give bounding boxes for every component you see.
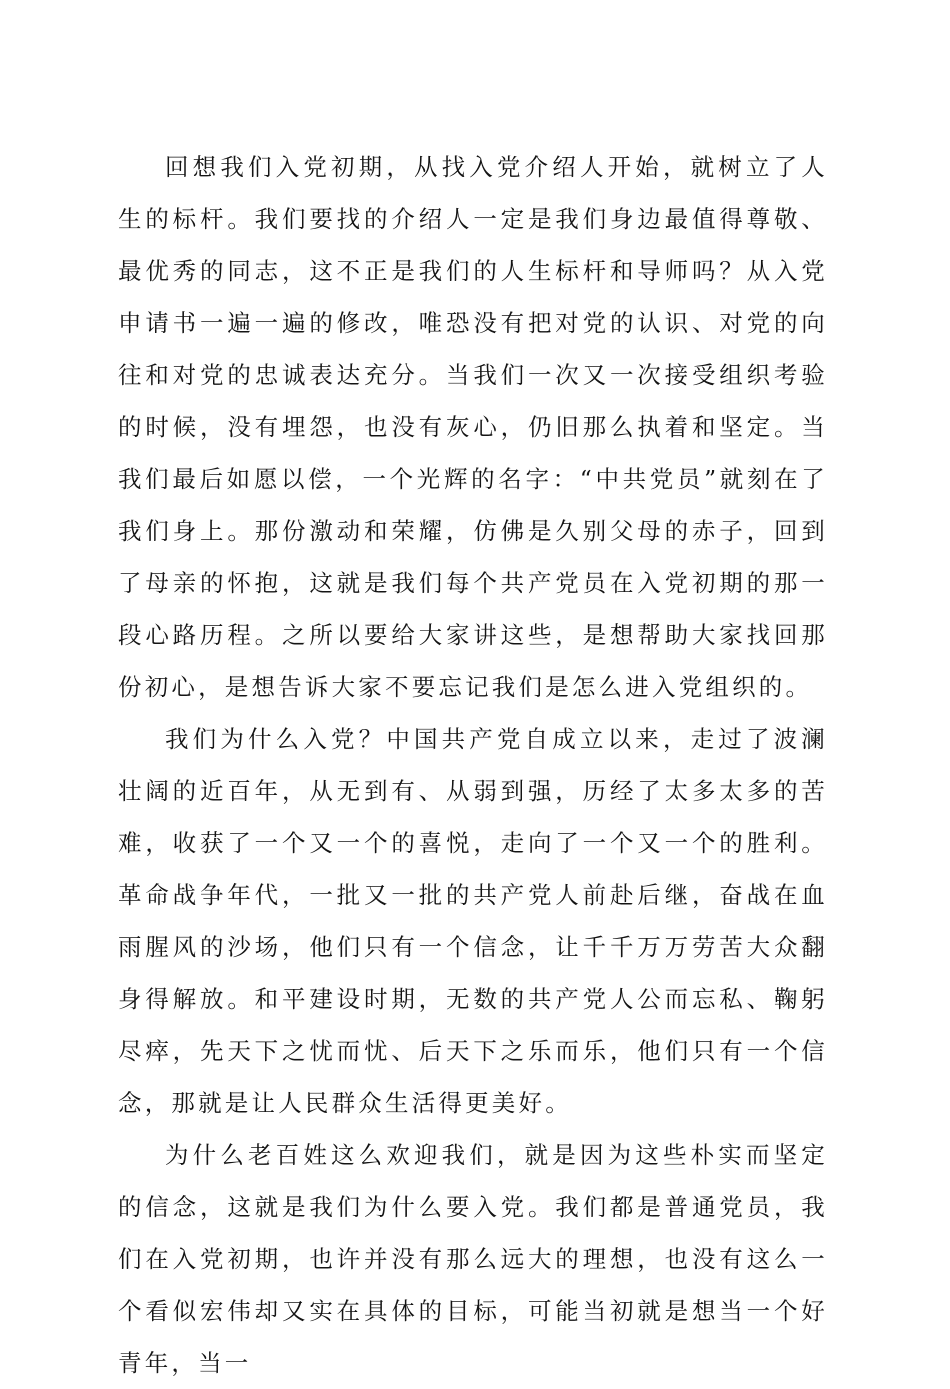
- paragraph-1: 回想我们入党初期，从找入党介绍人开始，就树立了人生的标杆。我们要找的介绍人一定是我们身边最值得尊敬、最优秀的同志，这不正是我们的人生标杆和导师吗？从入党申请书一遍一遍的修改，唯恐没有把对党的认识、对党的向往和对党的忠诚表达充分。当我们一次又一次接受组织考验的时候，没有埋怨，也没有灰心，仍旧那么执着和坚定。当我们最后如愿以偿，一个光辉的名字：“中共党员”就刻在了我们身上。那份激动和荣耀，仿佛是久别父母的赤子，回到了母亲的怀抱，这就是我们每个共产党员在入党初期的那一段心路历程。之所以要给大家讲这些，是想帮助大家找回那份初心，是想告诉大家不要忘记我们是怎么进入党组织的。: [118, 153, 828, 701]
- paragraph-2: 我们为什么入党？中国共产党自成立以来，走过了波澜壮阔的近百年，从无到有、从弱到强，历经了太多太多的苦难，收获了一个又一个的喜悦，走向了一个又一个的胜利。革命战争年代，一批又一批的共产党人前赴后继，奋战在血雨腥风的沙场，他们只有一个信念，让千千万万劳苦大众翻身得解放。和平建设时期，无数的共产党人公而忘私、鞠躬尽瘁，先天下之忧而忧、后天下之乐而乐，他们只有一个信念，那就是让人民群众生活得更美好。: [118, 725, 828, 1117]
- document-body: [118, 141, 828, 1389]
- paragraph-3: 为什么老百姓这么欢迎我们，就是因为这些朴实而坚定的信念，这就是我们为什么要入党。我们都是普通党员，我们在入党初期，也许并没有那么远大的理想，也没有这么一个看似宏伟却又实在具体的目标，可能当初就是想当一个好青年，当一: [118, 1141, 828, 1377]
